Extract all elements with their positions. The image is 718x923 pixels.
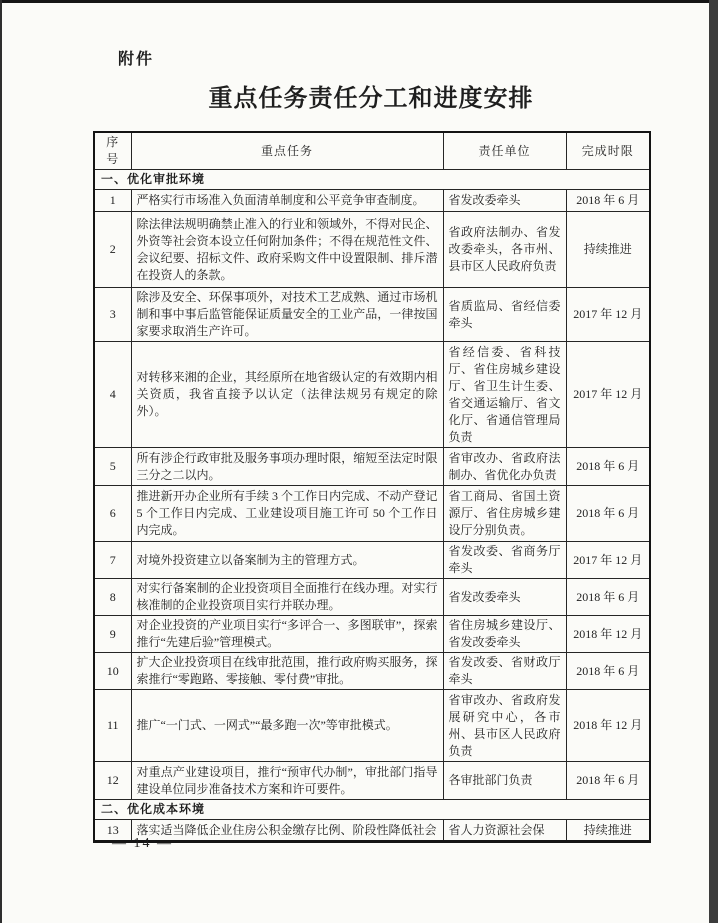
task-cell: 所有涉企行政审批及服务事项办理时限，缩短至法定时限三分之二以内。 bbox=[131, 448, 443, 486]
task-cell: 除涉及安全、环保事项外，对技术工艺成熟、通过市场机制和事中事后监管能保证质量安全的工业产品，一律按国家要求取消生产许可。 bbox=[131, 288, 443, 342]
section-row-1 bbox=[94, 170, 650, 190]
task-cell: 对境外投资建立以备案制为主的管理方式。 bbox=[131, 542, 443, 579]
deadline-cell: 持续推进 bbox=[566, 212, 650, 288]
row-number: 3 bbox=[94, 288, 131, 342]
col-header-unit: 责任单位 bbox=[443, 132, 566, 170]
table-row bbox=[94, 212, 650, 288]
table-row bbox=[94, 616, 650, 653]
unit-cell: 省人力资源社会保 bbox=[443, 820, 566, 842]
col-header-deadline: 完成时限 bbox=[566, 132, 650, 170]
scan-edge-top bbox=[0, 0, 718, 3]
unit-cell: 省工商局、省国土资源厅、省住房城乡建设厅分别负责。 bbox=[443, 486, 566, 542]
deadline-cell: 2017 年 12 月 bbox=[566, 542, 650, 579]
row-number: 9 bbox=[94, 616, 131, 653]
deadline-cell: 2018 年 12 月 bbox=[566, 690, 650, 762]
table-row-truncated bbox=[94, 820, 650, 842]
table-row bbox=[94, 653, 650, 690]
deadline-cell: 2018 年 6 月 bbox=[566, 486, 650, 542]
deadline-cell: 持续推进 bbox=[566, 820, 650, 842]
deadline-cell: 2018 年 6 月 bbox=[566, 579, 650, 616]
task-cell: 对企业投资的产业项目实行“多评合一、多图联审”，探索推行“先建后验”管理模式。 bbox=[131, 616, 443, 653]
row-number: 6 bbox=[94, 486, 131, 542]
task-cell: 推广“一门式、一网式”“最多跑一次”等审批模式。 bbox=[131, 690, 443, 762]
deadline-cell: 2017 年 12 月 bbox=[566, 288, 650, 342]
row-number: 2 bbox=[94, 212, 131, 288]
unit-cell: 省住房城乡建设厅、省发改委牵头 bbox=[443, 616, 566, 653]
table-row bbox=[94, 448, 650, 486]
deadline-cell: 2018 年 12 月 bbox=[566, 616, 650, 653]
table-row bbox=[94, 762, 650, 800]
task-table bbox=[93, 131, 651, 843]
row-number: 11 bbox=[94, 690, 131, 762]
table-row bbox=[94, 288, 650, 342]
table-row bbox=[94, 690, 650, 762]
section-title: 二、优化成本环境 bbox=[94, 800, 650, 820]
table-header-row bbox=[94, 132, 650, 170]
row-number: 8 bbox=[94, 579, 131, 616]
deadline-cell: 2018 年 6 月 bbox=[566, 448, 650, 486]
scan-edge-left bbox=[0, 0, 2, 923]
unit-cell: 省政府法制办、省发改委牵头，各市州、县市区人民政府负责 bbox=[443, 212, 566, 288]
deadline-cell: 2018 年 6 月 bbox=[566, 653, 650, 690]
task-cell: 严格实行市场准入负面清单制度和公平竞争审查制度。 bbox=[131, 190, 443, 212]
task-cell: 落实适当降低企业住房公积金缴存比例、阶段性降低社会 bbox=[131, 820, 443, 842]
attachment-label: 附件 bbox=[118, 51, 155, 68]
page-number: — 14 — bbox=[112, 836, 173, 851]
deadline-cell: 2017 年 12 月 bbox=[566, 342, 650, 448]
unit-cell: 省审改办、省政府发展研究中心，各市州、县市区人民政府负责 bbox=[443, 690, 566, 762]
page-title: 重点任务责任分工和进度安排 bbox=[208, 86, 534, 112]
row-number: 12 bbox=[94, 762, 131, 800]
task-cell: 扩大企业投资项目在线审批范围，推行政府购买服务，探索推行“零跑路、零接触、零付费”审批。 bbox=[131, 653, 443, 690]
task-cell: 推进新开办企业所有手续 3 个工作日内完成、不动产登记 5 个工作日内完成、工业建设项目施工许可 50 个工作日内完成。 bbox=[131, 486, 443, 542]
deadline-cell: 2018 年 6 月 bbox=[566, 190, 650, 212]
task-cell: 除法律法规明确禁止准入的行业和领域外，不得对民企、外资等社会资本设立任何附加条件；不得在规范性文件、会议纪要、招标文件、政府采购文件中设置限制、排斥潜在投资人的条款。 bbox=[131, 212, 443, 288]
task-cell: 对实行备案制的企业投资项目全面推行在线办理。对实行核准制的企业投资项目实行并联办理。 bbox=[131, 579, 443, 616]
unit-cell: 各审批部门负责 bbox=[443, 762, 566, 800]
task-cell: 对转移来湘的企业，其经原所在地省级认定的有效期内相关资质，我省直接予以认定（法律法规另有规定的除外）。 bbox=[131, 342, 443, 448]
row-number: 7 bbox=[94, 542, 131, 579]
table-row bbox=[94, 579, 650, 616]
task-cell: 对重点产业建设项目，推行“预审代办制”，审批部门指导建设单位同步准备技术方案和许可要件。 bbox=[131, 762, 443, 800]
scan-edge-right bbox=[709, 0, 718, 923]
unit-cell: 省发改委、省财政厅牵头 bbox=[443, 653, 566, 690]
row-number: 13 bbox=[94, 820, 131, 842]
unit-cell: 省发改委牵头 bbox=[443, 579, 566, 616]
deadline-cell: 2018 年 6 月 bbox=[566, 762, 650, 800]
unit-cell: 省质监局、省经信委牵头 bbox=[443, 288, 566, 342]
unit-cell: 省审改办、省政府法制办、省优化办负责 bbox=[443, 448, 566, 486]
section-row-2 bbox=[94, 800, 650, 820]
table-row bbox=[94, 486, 650, 542]
row-number: 5 bbox=[94, 448, 131, 486]
unit-cell: 省发改委、省商务厅牵头 bbox=[443, 542, 566, 579]
col-header-task: 重点任务 bbox=[131, 132, 443, 170]
table-row bbox=[94, 542, 650, 579]
col-header-no: 序号 bbox=[94, 132, 131, 170]
table-row bbox=[94, 342, 650, 448]
row-number: 4 bbox=[94, 342, 131, 448]
section-title: 一、优化审批环境 bbox=[94, 170, 650, 190]
unit-cell: 省发改委牵头 bbox=[443, 190, 566, 212]
unit-cell: 省经信委、省科技厅、省住房城乡建设厅、省卫生计生委、省交通运输厅、省文化厅、省通信管理局负责 bbox=[443, 342, 566, 448]
row-number: 10 bbox=[94, 653, 131, 690]
row-number: 1 bbox=[94, 190, 131, 212]
table-row bbox=[94, 190, 650, 212]
